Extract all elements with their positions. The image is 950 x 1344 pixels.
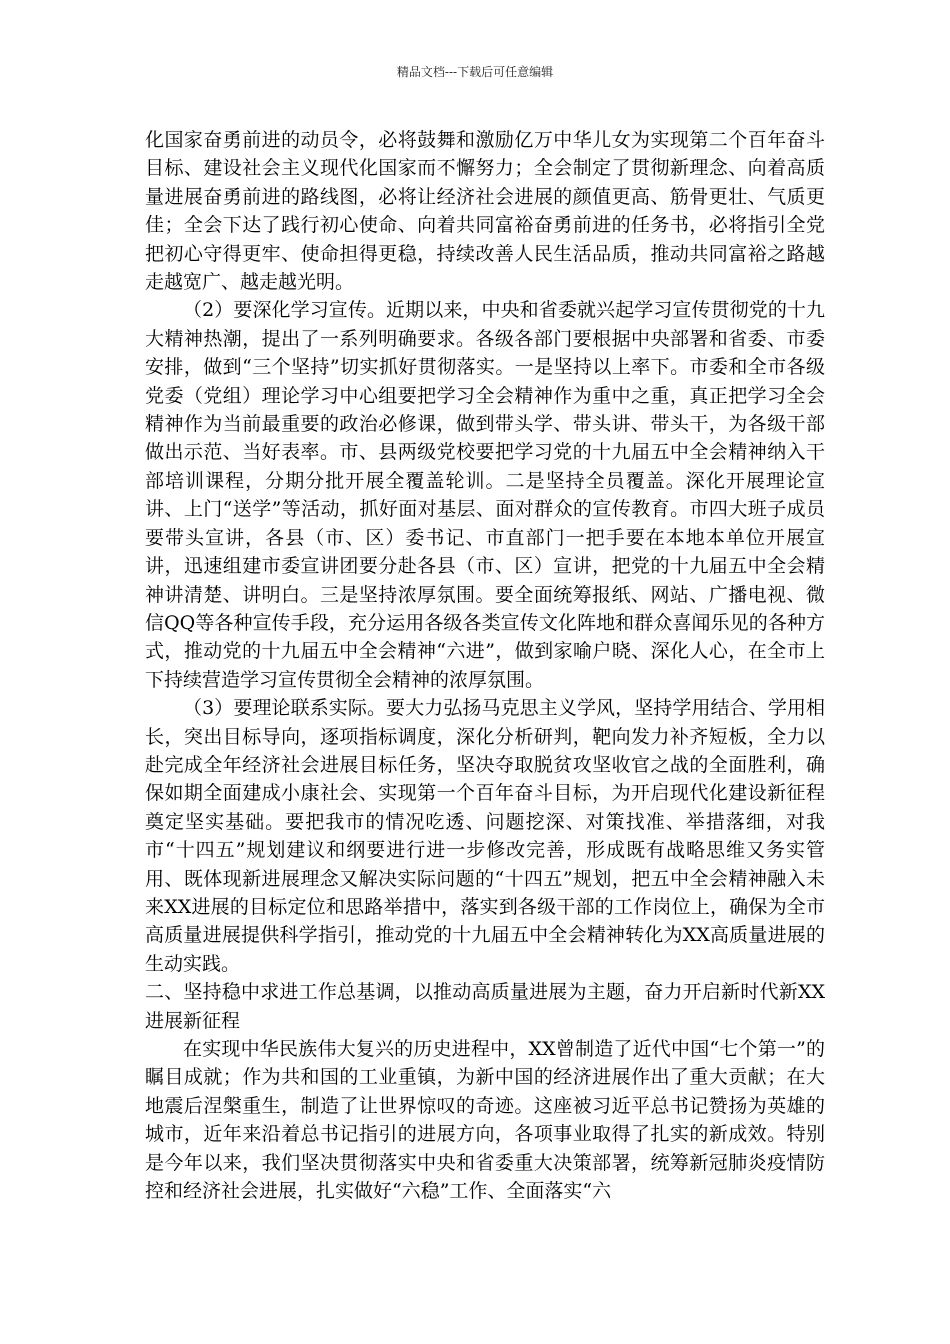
paragraph-study-promotion: （2）要深化学习宣传。近期以来，中央和省委就兴起学习宣传贯彻党的十九大精神热潮，提出了一系列明确要求。各级各部门要根据中央部署和省委、市委安排，做到“三个坚持”切实抓好贯彻落实。一是坚持以上率下。市委和全市各级党委（党组）理论学习中心组要把学习全会精神作为重中之重，真正把学习全会精神作为当前最重要的政治必修课，做到带头学、带头讲、带头干，为各级干部做出示范、当好表率。市、县两级党校要把学习党的十九届五中全会精神纳入干部培训课程，分期分批开展全覆盖轮训。二是坚持全员覆盖。深化开展理论宣讲、上门“送学”等活动，抓好面对基层、面对群众的宣传教育。市四大班子成员要带头宣讲，各县（市、区）委书记、市直部门一把手要在本地本单位开展宣讲，迅速组建市委宣讲团要分赴各县（市、区）宣讲，把党的十九届五中全会精神讲清楚、讲明白。三是坚持浓厚氛围。要全面统筹报纸、网站、广播电视、微信QQ等各种宣传手段，充分运用各级各类宣传文化阵地和群众喜闻乐见的各种方式，推动党的十九届五中全会精神“六进”，做到家喻户晓、深化人心，在全市上下持续营造学习宣传贯彻全会精神的浓厚氛围。 <box>145 299 825 691</box>
paragraph-theory-practice: （3）要理论联系实际。要大力弘扬马克思主义学风，坚持学用结合、学用相长，突出目标导向，逐项指标调度，深化分析研判，靶向发力补齐短板，全力以赴完成全年经济社会进展目标任务，坚决夺取脱贫攻坚收官之战的全面胜利，确保如期全面建成小康社会、实现第一个百年奋斗目标，为开启现代化建设新征程奠定坚实基础。要把我市的情况吃透、问题挖深、对策找准、举措落细，对我市“十四五”规划建议和纲要进行进一步修改完善，形成既有战略思维又务实管用、既体现新进展理念又解决实际问题的“十四五”规划，把五中全会精神融入未来XX进展的目标定位和思路举措中，落实到各级干部的工作岗位上，确保为全市高质量进展提供科学指引，推动党的十九届五中全会精神转化为XX高质量进展的生动实践。 <box>145 697 825 975</box>
page-header: 精品文档---下载后可任意编辑 <box>396 65 554 79</box>
document-body <box>145 126 825 1205</box>
paragraph-history: 在实现中华民族伟大复兴的历史进程中，XX曾制造了近代中国“七个第一”的瞩目成就；作为共和国的工业重镇，为新中国的经济进展作出了重大贡献；在大地震后涅槃重生，制造了让世界惊叹的奇迹。这座被习近平总书记赞扬为英雄的城市，近年来沿着总书记指引的进展方向，各项事业取得了扎实的新成效。特别是今年以来，我们坚决贯彻落实中央和省委重大决策部署，统筹新冠肺炎疫情防控和经济社会进展，扎实做好“六稳”工作、全面落实“六 <box>145 1038 825 1203</box>
paragraph-continuation: 化国家奋勇前进的动员令，必将鼓舞和激励亿万中华儿女为实现第二个百年奋斗目标、建设社会主义现代化国家而不懈努力；全会制定了贯彻新理念、向着高质量进展奋勇前进的路线图，必将让经济社会进展的颜值更高、筋骨更壮、气质更佳；全会下达了践行初心使命、向着共同富裕奋勇前进的任务书，必将指引全党把初心守得更牢、使命担得更稳，持续改善人民生活品质，推动共同富裕之路越走越宽广、越走越光明。 <box>145 129 825 294</box>
section-heading: 二、坚持稳中求进工作总基调，以推动高质量进展为主题，奋力开启新时代新XX进展新征程 <box>145 981 825 1032</box>
